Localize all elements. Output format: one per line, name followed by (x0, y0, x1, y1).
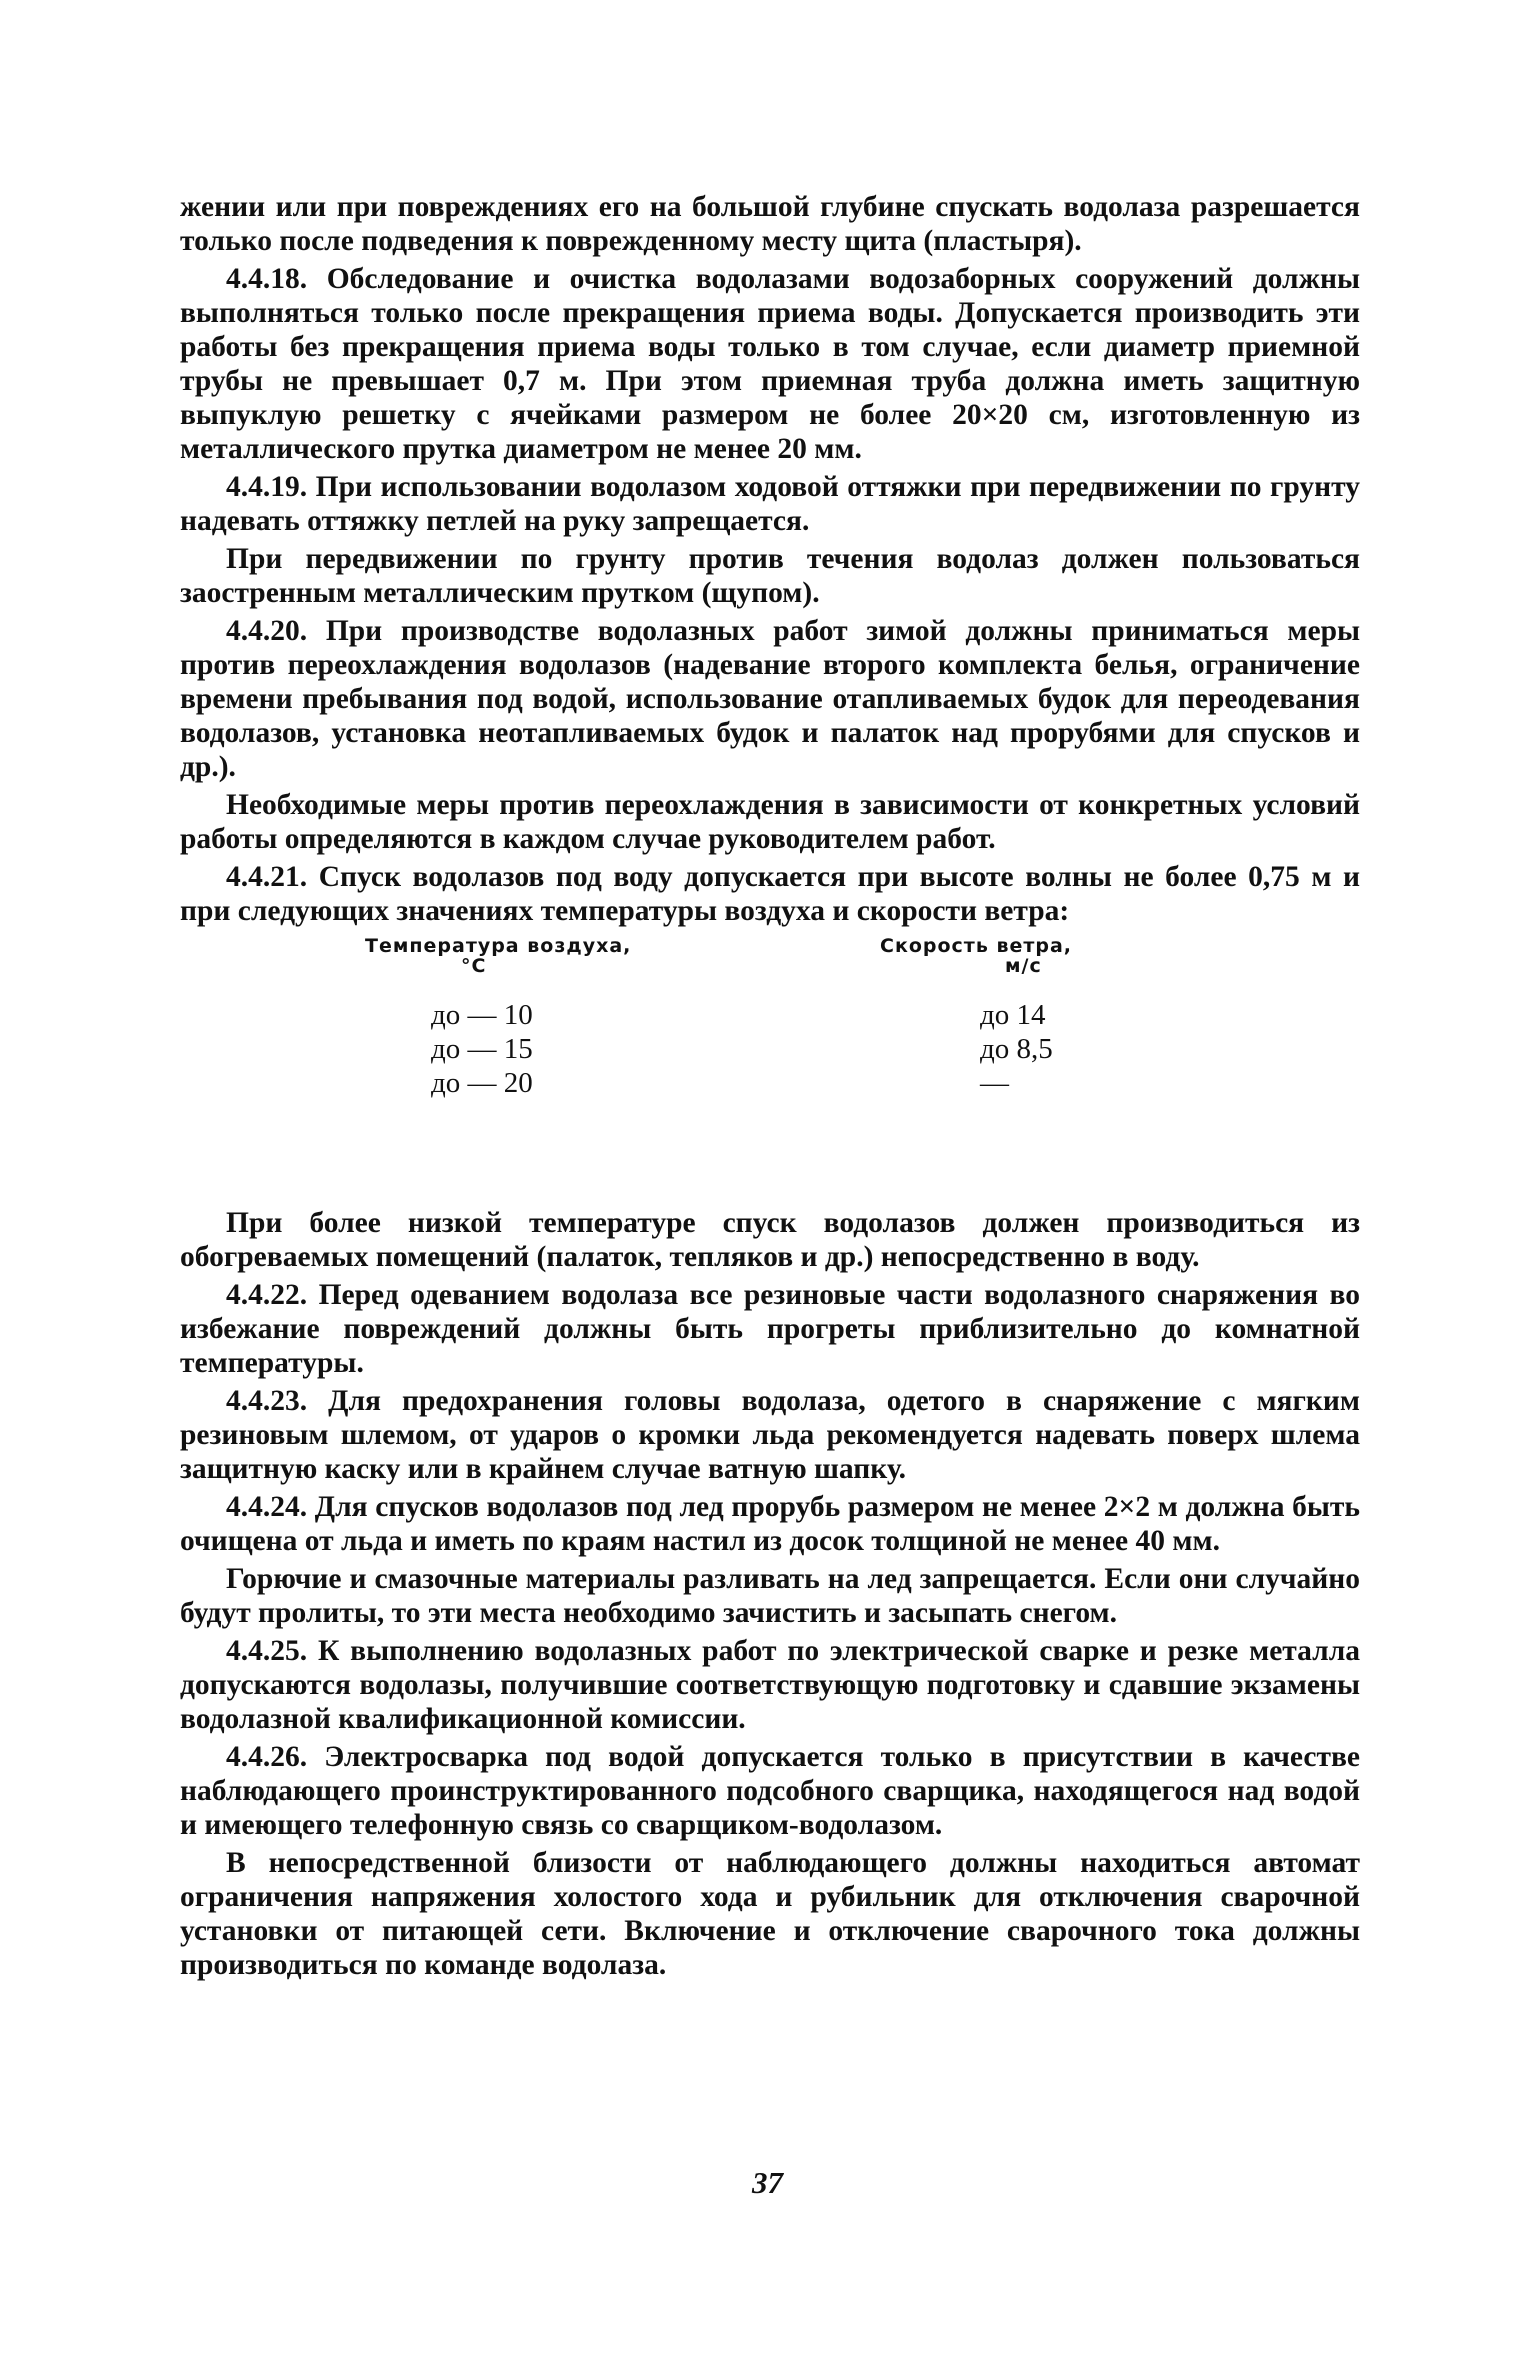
temperature-column (365, 936, 665, 1100)
paragraph-4-4-20 (180, 614, 1360, 784)
paragraph-4-4-23 (180, 1384, 1360, 1486)
clause-text: При производстве водолазных работ зимой должны приниматься меры против переохлаждения водолазов (надевание второго комплекта белья, ограничение времени пребывания под водой, использование отапливаемых будок для переодевания водолазов, установка неотапливаемых будок и палаток над прорубями для спусков и др.). (180, 615, 1361, 783)
paragraph-low-temperature: При более низкой температуре спуск водолазов должен производиться из обогреваемых помещений (палаток, тепляков и др.) непосредственно в воду. (180, 1207, 1360, 1273)
temperature-values (365, 998, 665, 1100)
paragraph-probe: При передвижении по грунту против течения водолаз должен пользоваться заостренным металлическим прутком (щупом). (180, 543, 1360, 609)
temperature-value: до — 20 (431, 1067, 533, 1099)
wind-unit: м/с (1005, 955, 1042, 977)
weather-limits-table (180, 936, 1360, 1136)
wind-header-label: Скорость ветра, (880, 935, 1073, 957)
document-page (180, 190, 1360, 1986)
clause-number: 4.4.22. (226, 1279, 308, 1311)
temperature-value: до — 15 (431, 1033, 533, 1065)
temperature-header-label: Температура воздуха, (365, 935, 632, 957)
wind-column (880, 936, 1180, 1100)
paragraph-4-4-25 (180, 1634, 1360, 1736)
wind-values (880, 998, 1180, 1100)
wind-value: — (980, 1067, 1009, 1099)
paragraph-4-4-26 (180, 1740, 1360, 1842)
clause-number: 4.4.24. (226, 1491, 308, 1523)
temperature-value: до — 10 (431, 999, 533, 1031)
clause-text: Перед одеванием водолаза все резиновые части водолазного снаряжения во избежание повреждений должны быть прогреты приблизительно до комнатной температуры. (180, 1279, 1360, 1379)
paragraph-4-4-19 (180, 470, 1360, 538)
temperature-header (365, 936, 665, 976)
wind-header (880, 936, 1180, 976)
page-number: 37 (752, 2165, 783, 2200)
wind-value: до 8,5 (980, 1033, 1053, 1065)
clause-text: Спуск водолазов под воду допускается при высоте волны не более 0,75 м и при следующих значениях температуры воздуха и скорости ветра: (180, 861, 1360, 927)
paragraph-welding-switch: В непосредственной близости от наблюдающего должны находиться автомат ограничения напряжения холостого хода и рубильник для отключения сварочной установки от питающей сети. Включение и отключение сварочного тока должны производиться по команде водолаза. (180, 1847, 1360, 1981)
paragraph-continuation: жении или при повреждениях его на большой глубине спускать водолаза разрешается только после подведения к поврежденному месту щита (пластыря). (180, 191, 1360, 257)
paragraph-fuel-spill: Горючие и смазочные материалы разливать на лед запрещается. Если они случайно будут пролиты, то эти места необходимо зачистить и засыпать снегом. (180, 1563, 1360, 1629)
paragraph-4-4-18 (180, 262, 1360, 466)
paragraph-4-4-24 (180, 1490, 1360, 1558)
clause-text: Для спусков водолазов под лед прорубь размером не менее 2×2 м должна быть очищена от льда и иметь по краям настил из досок толщиной не менее 40 мм. (180, 1491, 1361, 1557)
clause-number: 4.4.23. (226, 1385, 308, 1417)
clause-number: 4.4.26. (226, 1741, 308, 1773)
temperature-unit: °С (461, 955, 487, 977)
clause-text: При использовании водолазом ходовой оттяжки при передвижении по грунту надевать оттяжку петлей на руку запрещается. (180, 471, 1360, 537)
clause-number: 4.4.20. (226, 615, 308, 647)
clause-text: Электросварка под водой допускается только в присутствии в качестве наблюдающего проинструктированного подсобного сварщика, находящегося над водой и имеющего телефонную связь со сварщиком-водолазом. (180, 1741, 1360, 1841)
paragraph-4-4-22 (180, 1278, 1360, 1380)
paragraph-hypothermia-measures: Необходимые меры против переохлаждения в зависимости от конкретных условий работы определяются в каждом случае руководителем работ. (180, 789, 1360, 855)
clause-number: 4.4.18. (226, 263, 308, 295)
clause-text: Для предохранения головы водолаза, одетого в снаряжение с мягким резиновым шлемом, от ударов о кромки льда рекомендуется надевать поверх шлема защитную каску или в крайнем случае ватную шапку. (180, 1385, 1361, 1485)
clause-number: 4.4.19. (226, 471, 308, 503)
clause-text: Обследование и очистка водолазами водозаборных сооружений должны выполняться только после прекращения приема воды. Допускается производить эти работы без прекращения приема воды только в том случае, если диаметр приемной трубы не превышает 0,7 м. При этом приемная труба должна иметь защитную выпуклую решетку с ячейками размером не более 20×20 см, изготовленную из металлического прутка диаметром не менее 20 мм. (180, 263, 1361, 465)
wind-value: до 14 (980, 999, 1046, 1031)
clause-number: 4.4.25. (226, 1635, 308, 1667)
clause-text: К выполнению водолазных работ по электрической сварке и резке металла допускаются водолазы, получившие соответствующую подготовку и сдавшие экзамены водолазной квалификационной комиссии. (180, 1635, 1360, 1735)
clause-number: 4.4.21. (226, 861, 308, 893)
paragraph-4-4-21 (180, 860, 1360, 928)
